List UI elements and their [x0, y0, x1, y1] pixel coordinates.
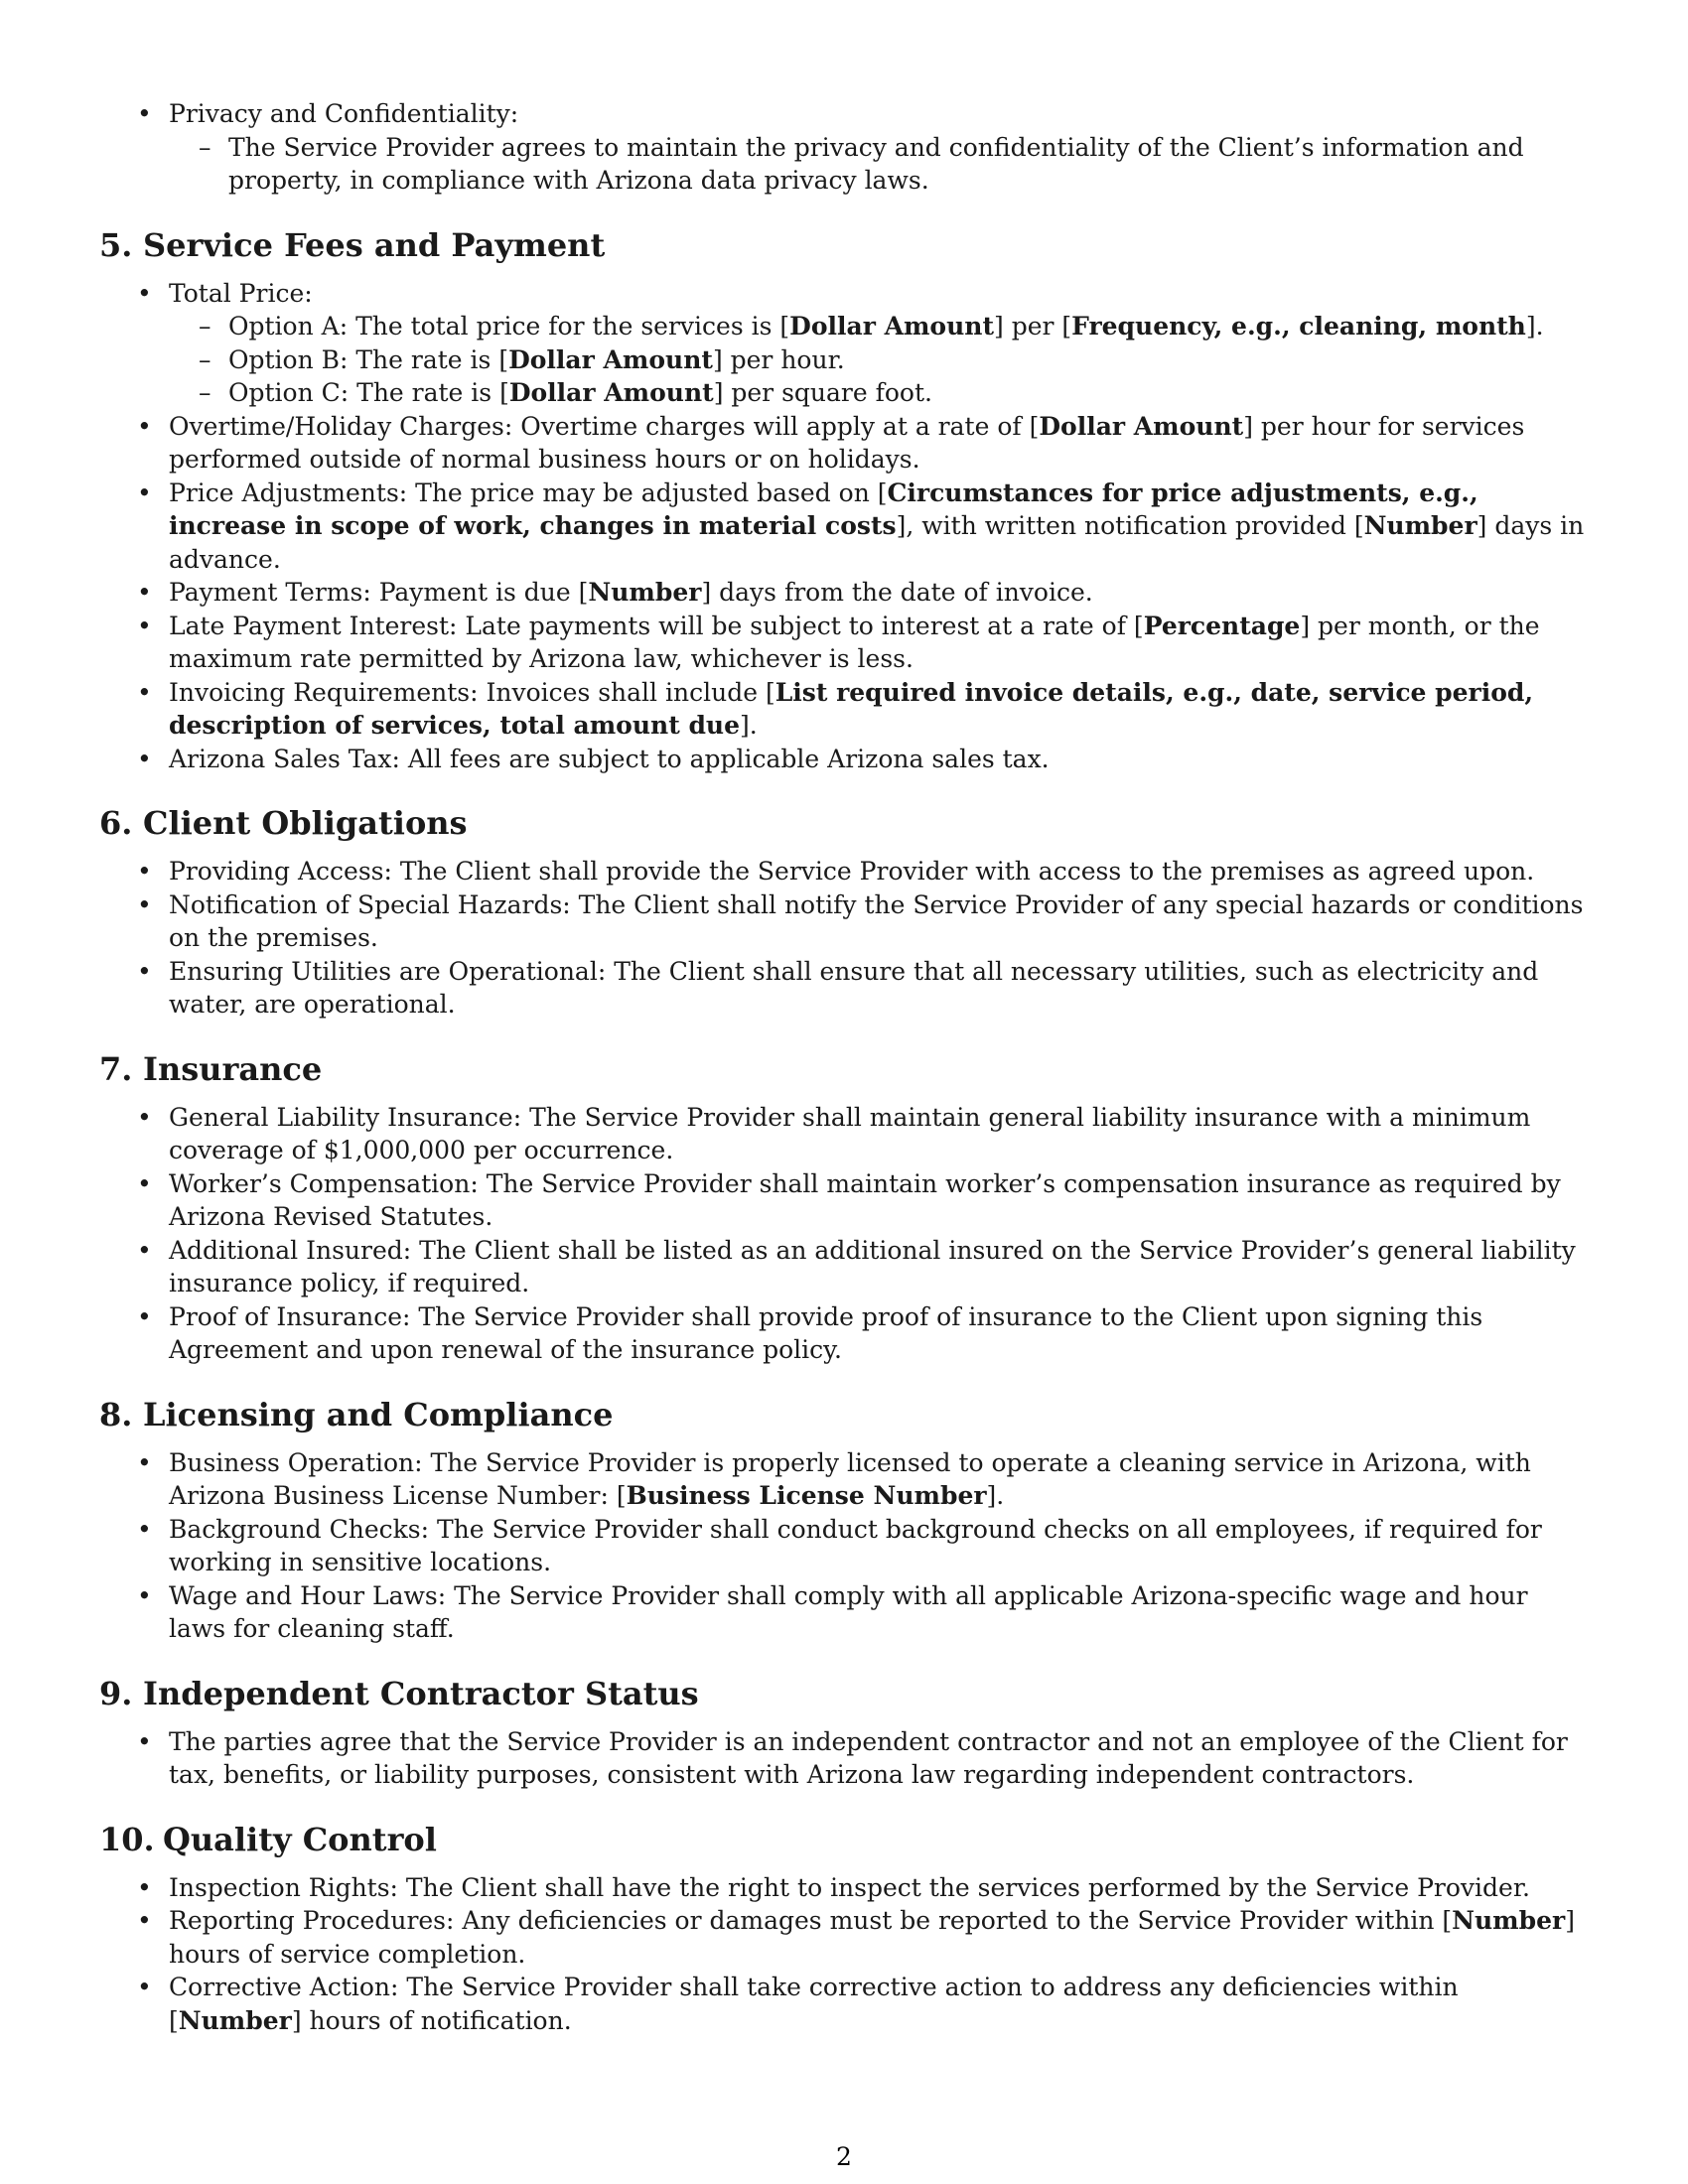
text: Option B: The rate is [ [228, 344, 509, 374]
section-heading [99, 1395, 1589, 1434]
list-item: • Worker’s Compensation: The Service Provider shall maintain worker’s compensation insurance as required by Arizona Revised Statutes. [99, 1167, 1589, 1234]
section-number: 6. [99, 804, 133, 842]
page-number: 2 [836, 2142, 852, 2171]
text: Corrective Action: The Service Provider shall take corrective action to address any deficiencies within [ [169, 1973, 1459, 2035]
placeholder: Frequency, e.g., cleaning, month [1071, 312, 1526, 341]
list-item: • General Liability Insurance: The Service Provider shall maintain general liability insurance with a minimum coverage of $1,000,000 per occurrence. [99, 1101, 1589, 1167]
text: ] per hour. [712, 344, 845, 374]
section-heading [99, 225, 1589, 265]
list-item [99, 676, 1589, 743]
insurance-list [99, 1101, 1589, 1367]
section-title: Quality Control [163, 1820, 437, 1858]
text: ] per hour for services performed outside of normal business hours or on holidays. [169, 411, 1525, 474]
option-c [99, 376, 1589, 410]
section-8 [99, 1395, 1589, 1646]
placeholder: Dollar Amount [508, 378, 714, 407]
list-item: • Additional Insured: The Client shall be listed as an additional insured on the Service Provider’s general liability insurance policy, if required. [99, 1234, 1589, 1300]
section-10 [99, 1820, 1589, 2038]
list-item [99, 1446, 1589, 1513]
text: ] per month, or the maximum rate permitted by Arizona law, whichever is less. [169, 611, 1540, 673]
total-price-label: Total Price: [169, 278, 313, 308]
text: ] per square foot. [713, 378, 932, 407]
list-item [99, 1971, 1589, 2037]
list-item [99, 610, 1589, 676]
list-item [99, 277, 1589, 410]
list-item: • Inspection Rights: The Client shall have the right to inspect the services performed by the Service Provider. [99, 1871, 1589, 1905]
text: ]. [740, 711, 758, 740]
section-number: 7. [99, 1049, 133, 1088]
placeholder: Circumstances for price adjustments, e.g., increase in scope of work, changes in material costs [169, 478, 1478, 540]
list-item: • Providing Access: The Client shall provide the Service Provider with access to the premises as agreed upon. [99, 855, 1589, 888]
list-item: • Proof of Insurance: The Service Provider shall provide proof of insurance to the Client upon signing this Agreement and upon renewal of the insurance policy. [99, 1300, 1589, 1367]
option-b [99, 343, 1589, 377]
text: ] days from the date of invoice. [701, 578, 1093, 607]
text: Overtime/Holiday Charges: Overtime charges will apply at a rate of [ [169, 411, 1040, 441]
section-number: 9. [99, 1674, 133, 1712]
text: Arizona Sales Tax: All fees are subject to applicable Arizona sales tax. [169, 744, 1050, 773]
text: ] hours of notification. [291, 2005, 572, 2035]
placeholder: Business License Number [626, 1481, 987, 1510]
section-6 [99, 803, 1589, 1022]
list-item: • Notification of Special Hazards: The Client shall notify the Service Provider of any special hazards or conditions on the premises. [99, 888, 1589, 955]
text: Payment Terms: Payment is due [ [169, 578, 589, 607]
placeholder: Percentage [1143, 611, 1301, 640]
contractor-list [99, 1725, 1589, 1792]
list-item: • The parties agree that the Service Provider is an independent contractor and not an employee of the Client for tax, benefits, or liability purposes, consistent with Arizona law regarding independent contractors. [99, 1725, 1589, 1792]
section-7 [99, 1049, 1589, 1367]
list-item [99, 743, 1589, 776]
section-heading [99, 803, 1589, 843]
placeholder: List required invoice details, e.g., date, service period, description of services, total amount due [169, 677, 1534, 740]
section-heading [99, 1674, 1589, 1713]
section-title: Client Obligations [143, 804, 468, 842]
list-item: • Background Checks: The Service Provider shall conduct background checks on all employees, if required for working in sensitive locations. [99, 1513, 1589, 1579]
placeholder: Number [1363, 511, 1477, 540]
section-9 [99, 1674, 1589, 1792]
text: Invoicing Requirements: Invoices shall include [ [169, 677, 775, 707]
text: Business Operation: The Service Provider is properly licensed to operate a cleaning service in Arizona, with Arizona Business License Number: [ [169, 1447, 1531, 1510]
text: ]. [1525, 312, 1544, 341]
privacy-list [99, 97, 1589, 198]
placeholder: Dollar Amount [508, 344, 713, 374]
privacy-text: The Service Provider agrees to maintain the privacy and confidentiality of the Client’s information and property, in compliance with Arizona data privacy laws. [228, 132, 1524, 195]
list-item: • Ensuring Utilities are Operational: The Client shall ensure that all necessary utilities, such as electricity and water, are operational. [99, 955, 1589, 1022]
fees-list [99, 277, 1589, 776]
text: Option A: The total price for the services is [ [228, 312, 790, 341]
price-options [169, 310, 1589, 410]
placeholder: Dollar Amount [1039, 411, 1244, 441]
licensing-list [99, 1446, 1589, 1646]
section-5 [99, 225, 1589, 776]
placeholder: Dollar Amount [789, 312, 995, 341]
privacy-label: Privacy and Confidentiality: [169, 99, 519, 128]
section-number: 10. [99, 1820, 155, 1858]
text: ] days in advance. [169, 511, 1585, 574]
list-item [99, 1904, 1589, 1971]
section-number: 5. [99, 225, 133, 264]
list-item [99, 131, 1589, 198]
section-title: Independent Contractor Status [143, 1674, 699, 1712]
placeholder: Number [178, 2005, 292, 2035]
option-a [99, 310, 1589, 343]
privacy-sublist [169, 131, 1589, 198]
text: ]. [986, 1481, 1005, 1510]
text: ] per [ [994, 312, 1072, 341]
quality-list [99, 1871, 1589, 2038]
list-item [99, 410, 1589, 477]
list-item [99, 477, 1589, 577]
text: ], with written notification provided [ [896, 511, 1364, 540]
placeholder: Number [1452, 1906, 1566, 1935]
text: ] hours of service completion. [169, 1906, 1575, 1969]
text: Reporting Procedures: Any deficiencies or damages must be reported to the Service Provider within [ [169, 1906, 1453, 1935]
placeholder: Number [588, 578, 702, 607]
text: Late Payment Interest: Late payments will be subject to interest at a rate of [ [169, 611, 1144, 640]
section-title: Service Fees and Payment [143, 225, 606, 264]
list-item: • Wage and Hour Laws: The Service Provider shall comply with all applicable Arizona-specific wage and hour laws for cleaning staff. [99, 1579, 1589, 1646]
section-heading [99, 1049, 1589, 1089]
text: Option C: The rate is [ [228, 378, 509, 407]
list-item [99, 97, 1589, 198]
client-obligations-list [99, 855, 1589, 1022]
text: Price Adjustments: The price may be adjusted based on [ [169, 478, 888, 507]
section-title: Licensing and Compliance [143, 1395, 614, 1433]
document-page [99, 97, 1589, 2037]
section-number: 8. [99, 1395, 133, 1433]
section-title: Insurance [143, 1049, 323, 1088]
section-heading [99, 1820, 1589, 1859]
list-item [99, 576, 1589, 610]
